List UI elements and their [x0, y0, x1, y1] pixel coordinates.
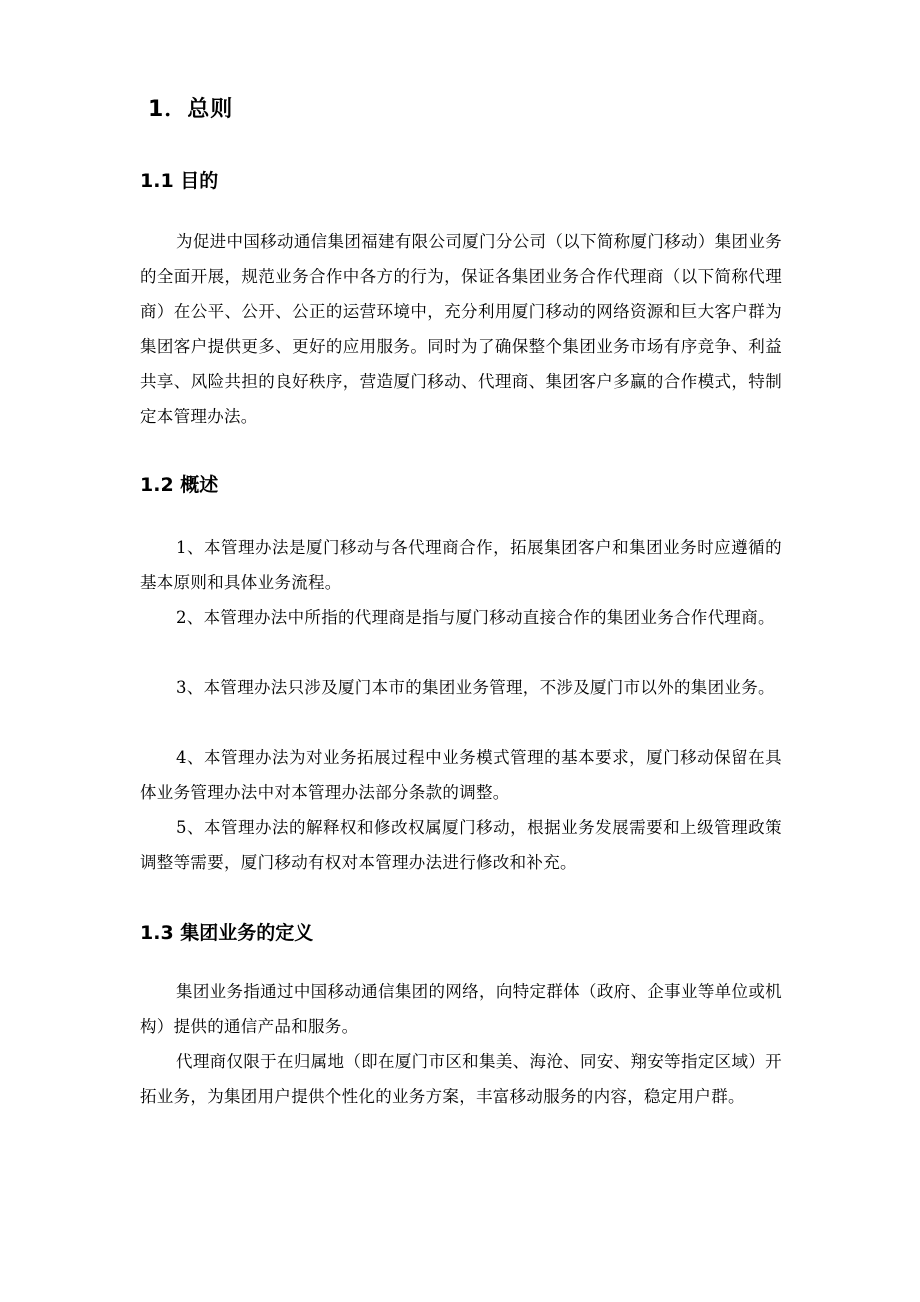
definition-paragraph-2: 代理商仅限于在归属地（即在厦门市区和集美、海沧、同安、翔安等指定区域）开拓业务，为集团用户提供个性化的业务方案，丰富移动服务的内容，稳定用户群。 — [140, 1052, 782, 1106]
overview-item-4: 4、本管理办法为对业务拓展过程中业务模式管理的基本要求，厦门移动保留在具体业务管理办法中对本管理办法部分条款的调整。 — [140, 748, 782, 802]
overview-item-3: 3、本管理办法只涉及厦门本市的集团业务管理，不涉及厦门市以外的集团业务。 — [176, 678, 775, 697]
paragraph-purpose: 为促进中国移动通信集团福建有限公司厦门分公司（以下简称厦门移动）集团业务的全面开展，规范业务合作中各方的行为，保证各集团业务合作代理商（以下简称代理商）在公平、公开、公正的运营环境中，充分利用厦门移动的网络资源和巨大客户群为集团客户提供更多、更好的应用服务。同时为了确保整个集团业务市场有序竞争、利益共享、风险共担的良好秩序，营造厦门移动、代理商、集团客户多赢的合作模式，特制定本管理办法。 — [140, 232, 782, 426]
overview-item-2: 2、本管理办法中所指的代理商是指与厦门移动直接合作的集团业务合作代理商。 — [176, 608, 775, 627]
definition-paragraph-1: 集团业务指通过中国移动通信集团的网络，向特定群体（政府、企事业等单位或机构）提供的通信产品和服务。 — [140, 982, 782, 1036]
heading-purpose: 1.1 目的 — [140, 170, 219, 192]
overview-item-1: 1、本管理办法是厦门移动与各代理商合作，拓展集团客户和集团业务时应遵循的基本原则和具体业务流程。 — [140, 538, 782, 592]
heading-overview: 1.2 概述 — [140, 474, 219, 496]
section-title: 1．总则 — [148, 97, 234, 122]
overview-item-5: 5、本管理办法的解释权和修改权属厦门移动，根据业务发展需要和上级管理政策调整等需要，厦门移动有权对本管理办法进行修改和补充。 — [140, 818, 782, 872]
heading-definition: 1.3 集团业务的定义 — [140, 922, 314, 944]
